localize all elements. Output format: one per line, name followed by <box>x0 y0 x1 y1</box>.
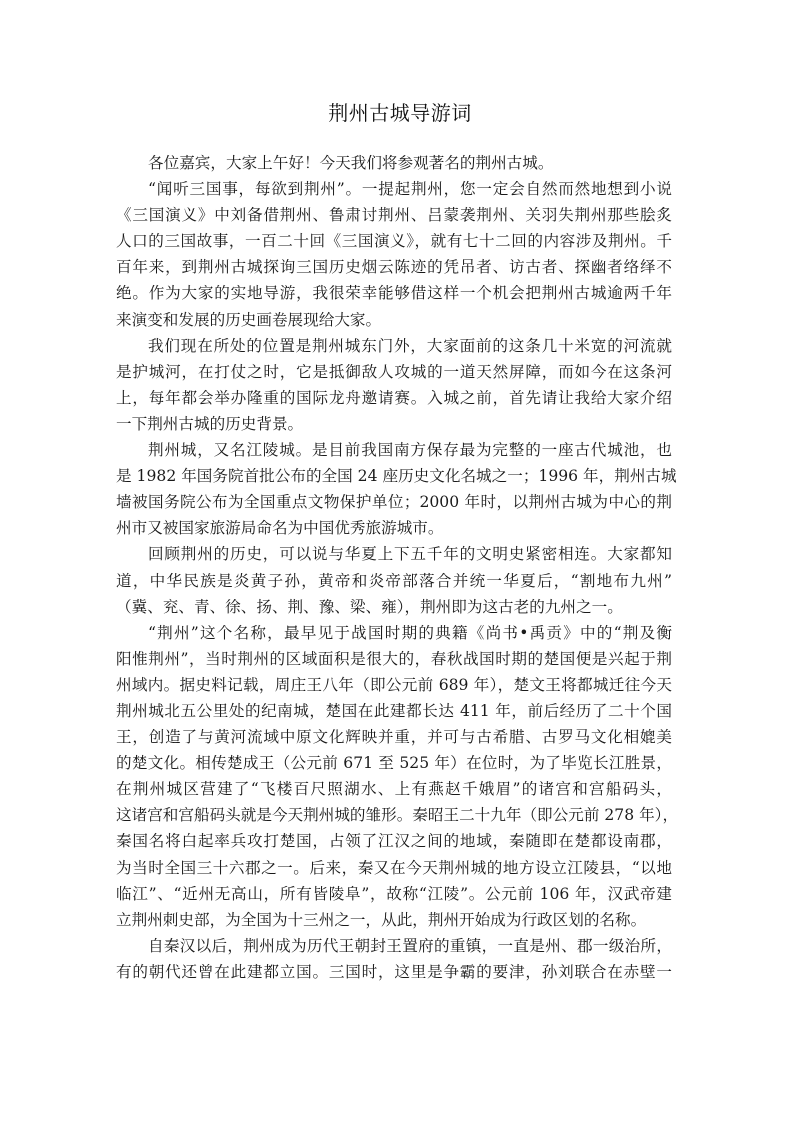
paragraph-greeting <box>116 150 672 176</box>
text-line: 是 1982 年国务院首批公布的全国 24 座历史文化名城之一；1996 年，荆州古城 <box>116 467 677 486</box>
text-line: “荆州”这个名称，最早见于战国时期的典籍《尚书•禹贡》中的“荆及衡 <box>148 623 672 642</box>
text-line: 《三国演义》中刘备借荆州、鲁肃讨荆州、吕蒙袭荆州、关羽失荆州那些脍炙 <box>116 206 672 225</box>
text-line: 为当时全国三十六郡之一。后来，秦又在今天荆州城的地方设立江陵县，“以地 <box>116 858 672 877</box>
text-line: 一下荆州古城的历史背景。 <box>116 414 304 433</box>
text-line: 荆州城北五公里处的纪南城，楚国在此建都长达 411 年，前后经历了二十个国 <box>116 701 672 720</box>
text-line: 阳惟荆州”，当时荆州的区域面积是很大的，春秋战国时期的楚国便是兴起于荆 <box>116 649 672 668</box>
text-line: 道，中华民族是炎黄子孙，黄帝和炎帝部落合并统一华夏后，“割地布九州” <box>116 571 672 590</box>
paragraph-qin-han <box>116 933 672 985</box>
text-line: “闻听三国事，每欲到荆州”。一提起荆州，您一定会自然而然地想到小说 <box>148 180 672 199</box>
text-line: 人口的三国故事，一百二十回《三国演义》，就有七十二回的内容涉及荆州。千 <box>116 232 672 251</box>
text-line: 绝。作为大家的实地导游，我很荣幸能够借这样一个机会把荆州古城逾两千年 <box>116 284 672 303</box>
text-line: 有的朝代还曾在此建都立国。三国时，这里是争霸的要津，孙刘联合在赤壁一 <box>116 962 672 981</box>
text-line: 临江”、“近州无高山，所有皆陵阜”，故称“江陵”。公元前 106 年，汉武帝建 <box>116 884 672 903</box>
text-line: 王，创造了与黄河流域中原文化辉映并重，并可与古希腊、古罗马文化相媲美 <box>116 728 672 747</box>
paragraph-name-origin <box>116 620 679 933</box>
text-line: 回顾荆州的历史，可以说与华夏上下五千年的文明史紧密相连。大家都知 <box>148 545 672 564</box>
text-line: 立荆州刺史部，为全国为十三州之一，从此，荆州开始成为行政区划的名称。 <box>116 910 647 929</box>
text-line: 这诸宫和宫船码头就是今天荆州城的雏形。秦昭王二十九年（即公元前 278 年）， <box>116 806 679 825</box>
text-line: 州域内。据史料记载，周庄王八年（即公元前 689 年），楚文王将都城迁往今天 <box>116 675 672 694</box>
text-line: 我们现在所处的位置是荆州城东门外，大家面前的这条几十米宽的河流就 <box>148 336 672 355</box>
text-line: 的楚文化。相传楚成王（公元前 671 至 525 年）在位时，为了毕览长江胜景， <box>116 754 672 773</box>
text-line: 上，每年都会举办隆重的国际龙舟邀请赛。入城之前，首先请让我给大家介绍 <box>116 388 672 407</box>
document-title: 荆州古城导游词 <box>328 101 472 125</box>
paragraph-three-kingdoms <box>116 176 672 333</box>
text-line: 各位嘉宾，大家上午好！今天我们将参观著名的荆州古城。 <box>148 154 554 172</box>
text-line: 是护城河，在打仗之时，它是抵御敌人攻城的一道天然屏障，而如今在这条河 <box>116 362 672 381</box>
paragraph-jiangling <box>116 437 677 541</box>
text-line: 自秦汉以后，荆州成为历代王朝封王置府的重镇，一直是州、郡一级治所， <box>148 936 672 955</box>
text-line: 秦国名将白起率兵攻打楚国，占领了江汉之间的地域，秦随即在楚都设南郡， <box>116 832 672 851</box>
paragraph-nine-provinces <box>116 541 672 619</box>
text-line: 州市又被国家旅游局命名为中国优秀旅游城市。 <box>116 519 444 538</box>
text-line: （冀、兖、青、徐、扬、荆、豫、梁、雍），荆州即为这古老的九州之一。 <box>116 597 623 616</box>
text-line: 百年来，到荆州古城探询三国历史烟云陈迹的凭吊者、访古者、探幽者络绎不 <box>116 258 672 277</box>
text-line: 来演变和发展的历史画卷展现给大家。 <box>116 310 382 329</box>
text-line: 荆州城，又名江陵城。是目前我国南方保存最为完整的一座古代城池，也 <box>148 441 672 460</box>
text-line: 在荆州城区营建了“飞楼百尺照湖水、上有燕赵千娥眉”的诸宫和宫船码头， <box>116 780 672 799</box>
document-body <box>116 150 679 985</box>
text-line: 墙被国务院公布为全国重点文物保护单位；2000 年时，以荆州古城为中心的荆 <box>116 493 672 512</box>
paragraph-moat <box>116 333 672 437</box>
